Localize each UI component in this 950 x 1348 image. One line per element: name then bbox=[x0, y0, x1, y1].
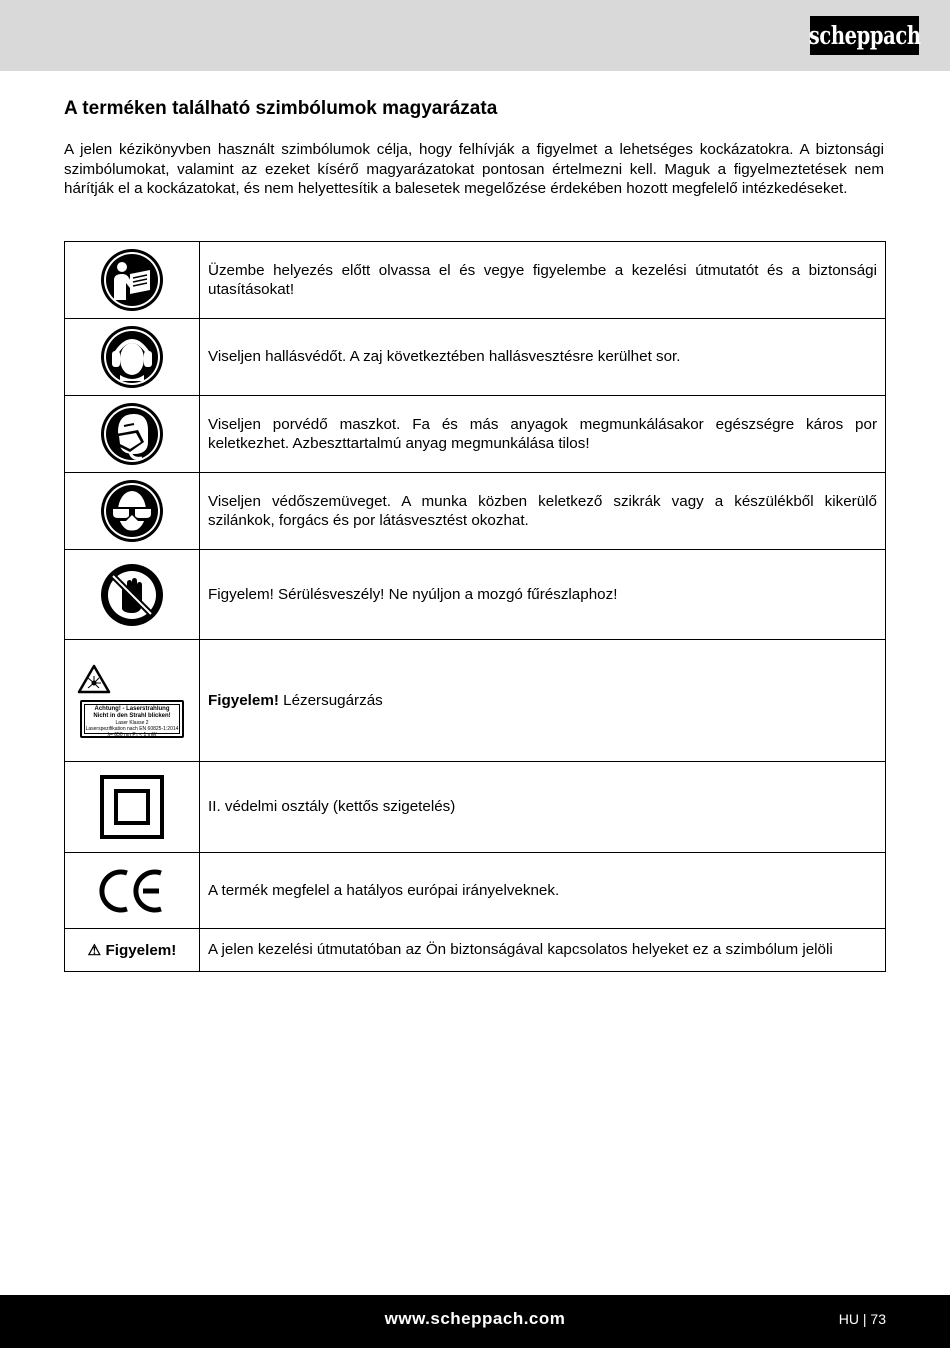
ce-mark-icon bbox=[99, 867, 165, 915]
table-row bbox=[65, 473, 886, 550]
dust-mask-icon bbox=[100, 402, 164, 466]
intro-paragraph: A jelen kézikönyvben használt szimbólumok célja, hogy felhívják a figyelmet a lehetséges kockázatokra. A biztonsági szimbólumokat, valamint az ezeket kísérő magyarázatokat pontosan értelmezni kell. Maguk a figyelmeztetések nem hárítják el a kockázatokat, és nem helyettesítik a balesetek megelőzése érdekében hozott megfelelő intézkedéseket. bbox=[64, 141, 884, 197]
description-cell: II. védelmi osztály (kettős szigetelés) bbox=[200, 762, 886, 853]
symbol-cell bbox=[65, 242, 200, 319]
table-row bbox=[65, 929, 886, 972]
hearing-protection-icon bbox=[100, 325, 164, 389]
scheppach-logo: scheppach bbox=[810, 16, 919, 55]
symbol-cell bbox=[65, 319, 200, 396]
laser-class-label: Achtung! - Laserstrahlung Nicht in den Strahl blicken! Laser Klasse 2 Laserspezifikation nach EN 60825-1:2014 λ= 650 nm P₀ < 1 mW bbox=[80, 700, 184, 738]
safety-goggles-icon bbox=[100, 479, 164, 543]
symbol-cell bbox=[65, 473, 200, 550]
description-cell: Viseljen hallásvédőt. A zaj következtében hallásvesztésre kerülhet sor. bbox=[200, 319, 886, 396]
laser-warning-icon bbox=[77, 664, 111, 694]
footer-bar bbox=[0, 1295, 950, 1348]
table-row bbox=[65, 242, 886, 319]
protection-class-ii-icon bbox=[100, 775, 164, 839]
description-cell: Üzembe helyezés előtt olvassa el és vegye figyelembe a kezelési útmutatót és a biztonsági utasításokat! bbox=[200, 242, 886, 319]
description-cell: Viseljen porvédő maszkot. Fa és más anyagok megmunkálásakor egészségre káros por keletkezhet. Azbeszttartalmú anyag megmunkálása tilos! bbox=[200, 396, 886, 473]
table-row bbox=[65, 640, 886, 762]
description-cell: A termék megfelel a hatályos európai irányelveknek. bbox=[200, 853, 886, 929]
symbols-table bbox=[64, 241, 886, 972]
symbol-cell bbox=[65, 853, 200, 929]
symbol-cell bbox=[65, 640, 200, 762]
page-number: HU | 73 bbox=[838, 1311, 886, 1327]
symbol-cell bbox=[65, 396, 200, 473]
table-row bbox=[65, 853, 886, 929]
website-link[interactable]: www.scheppach.com bbox=[384, 1309, 566, 1328]
table-row bbox=[65, 550, 886, 640]
description-cell: Figyelem! Sérülésveszély! Ne nyúljon a mozgó fűrészlaphoz! bbox=[200, 550, 886, 640]
symbol-cell bbox=[65, 550, 200, 640]
description-cell: Figyelem! Lézersugárzás bbox=[200, 640, 886, 762]
description-cell: A jelen kezelési útmutatóban az Ön biztonságával kapcsolatos helyeket ez a szimbólum jelöli bbox=[200, 929, 886, 972]
no-hands-icon bbox=[100, 563, 164, 627]
read-manual-icon bbox=[100, 248, 164, 312]
warning-symbol-cell: ⚠ Figyelem! bbox=[65, 929, 200, 972]
warning-label: Figyelem! bbox=[208, 691, 279, 709]
table-row bbox=[65, 762, 886, 853]
page-title: A terméken található szimbólumok magyarázata bbox=[64, 98, 498, 119]
symbol-cell bbox=[65, 762, 200, 853]
header-bar bbox=[0, 0, 950, 71]
description-cell: Viseljen védőszemüveget. A munka közben keletkező szikrák vagy a készülékből kikerülő szilánkok, forgács és por látásvesztést okozhat. bbox=[200, 473, 886, 550]
table-row bbox=[65, 396, 886, 473]
table-row bbox=[65, 319, 886, 396]
